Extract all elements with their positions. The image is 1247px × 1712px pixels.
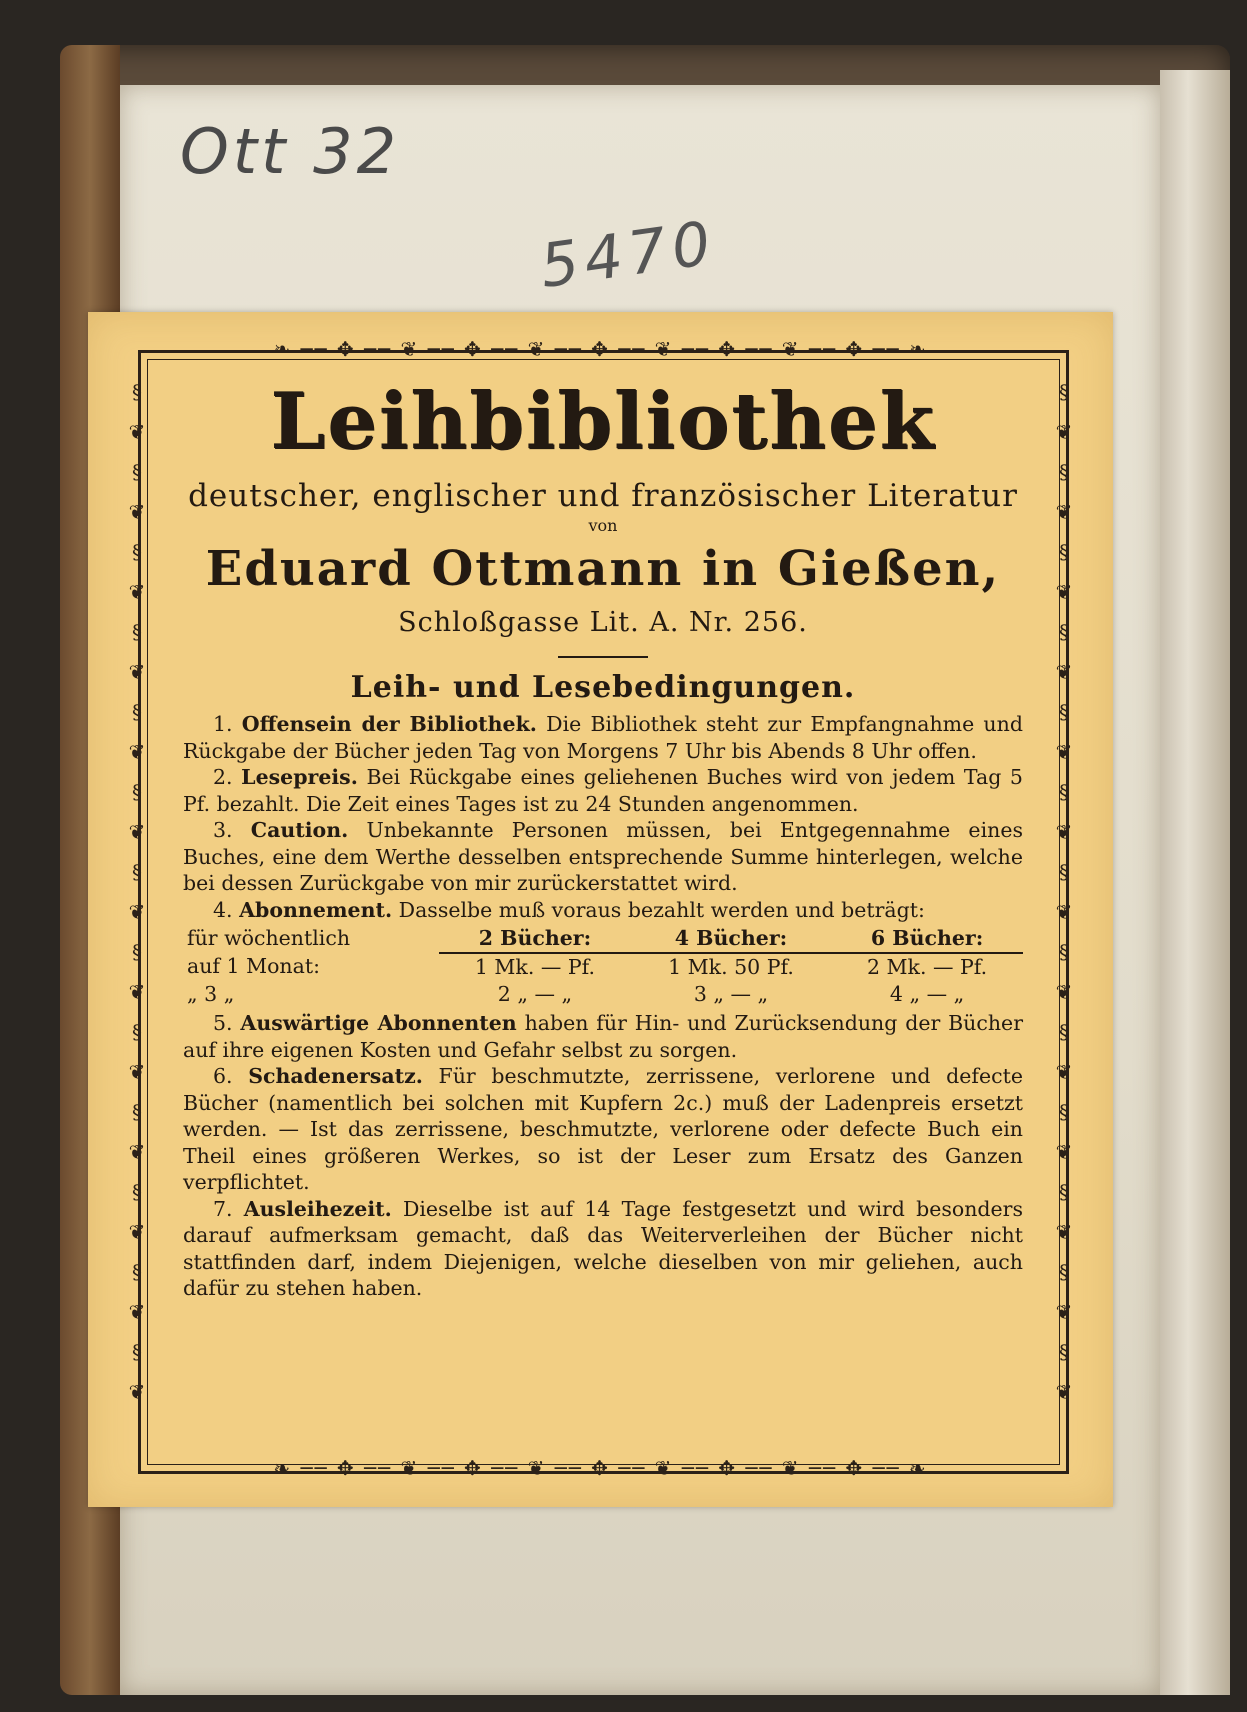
handwritten-number: 5470 <box>535 208 721 302</box>
rule-2: 2. Lesepreis. Bei Rückgabe eines geliehenen Buches wird von jedem Tag 5 Pf. bezahlt. Die Zeit eines Tages ist zu 24 Stunden angenommen. <box>183 765 1023 816</box>
table-cell: 2 „ — „ <box>497 982 573 1006</box>
conditions-heading: Leih- und Lesebedingungen. <box>350 670 856 705</box>
label-owner: Eduard Ottmann in Gießen, <box>205 541 1001 597</box>
handwritten-shelfmark: Ott 32 <box>180 115 401 188</box>
ornament-border-top: ❧ ── ✥ ── ❦ ── ✥ ── ❦ ── ✥ ── ❦ ── ✥ ── ❦ ── ✥ ── ❧ <box>273 338 928 360</box>
label-subtitle: deutscher, englischer und französischer Literatur <box>188 478 1018 514</box>
ornament-border-bottom: ❧ ── ✥ ── ❦ ── ✥ ── ❦ ── ✥ ── ❦ ── ✥ ── ❦ ── ✥ ── ❧ <box>273 1457 928 1479</box>
table-row <box>183 953 1023 981</box>
rule-4: 4. Abonnement. Dasselbe muß voraus bezahlt werden und beträgt: <box>213 897 925 922</box>
rule-6: 6. Schadenersatz. Für beschmutzte, zerrissene, verlorene und defecte Bücher (namentlich bei solchen mit Kupfern 2c.) muß der Ladenpreis ersetzt werden. — Ist das zerrissene, beschmutzte, verlorene oder defecte Buch ein Theil eines größeren Werkes, so ist der Leser zum Ersatz des Ganzen verpflichtet. <box>183 1064 1023 1194</box>
library-label <box>88 312 1113 1507</box>
rule-1: 1. Offensein der Bibliothek. Die Bibliothek steht zur Empfangnahme und Rückgabe der Bücher jeden Tag von Morgens 7 Uhr bis Abends 8 Uhr offen. <box>183 712 1023 763</box>
divider <box>558 656 648 658</box>
page-gutter <box>1160 70 1230 1695</box>
ornament-border-right: § ❦ § ❦ § ❦ § ❦ § ❦ § ❦ § ❦ § ❦ § ❦ § ❦ § ❦ § ❦ § ❦ <box>1055 380 1073 1404</box>
rule-3: 3. Caution. Unbekannte Personen müssen, bei Entgegennahme eines Buches, eine dem Werthe desselben entsprechende Summe hinterlegen, welche bei dessen Zurückgabe von mir zurückerstattet wird. <box>183 818 1023 895</box>
table-header: 2 Bücher: <box>439 925 631 953</box>
label-content <box>183 372 1023 1302</box>
table-cell: 3 „ — „ <box>693 982 769 1006</box>
table-header: 6 Bücher: <box>831 925 1023 953</box>
table-cell: 4 „ — „ <box>889 982 965 1006</box>
rule-5: 5. Auswärtige Abonnenten haben für Hin- und Zurücksendung der Bücher auf ihre eigenen Kosten und Gefahr selbst zu sorgen. <box>183 1011 1023 1062</box>
abonnement-table <box>183 925 1023 1008</box>
table-cell: 2 Mk. — Pf. <box>866 955 988 979</box>
table-cell: 1 Mk. 50 Pf. <box>668 955 794 979</box>
table-cell: auf 1 Monat: <box>187 954 320 978</box>
table-header: 4 Bücher: <box>631 925 831 953</box>
table-cell: „ 3 „ <box>187 982 235 1006</box>
table-row <box>183 981 1023 1008</box>
label-title: Leihbibliothek <box>270 376 936 467</box>
label-von: von <box>588 516 618 535</box>
rule-7: 7. Ausleihezeit. Dieselbe ist auf 14 Tage festgesetzt und wird besonders darauf aufmerksam gemacht, daß das Weiterverleihen der Bücher nicht stattfinden darf, indem Diejenigen, welche dieselben von mir geliehen, auch dafür zu stehen haben. <box>183 1196 1023 1300</box>
table-row-label: für wöchentlich <box>187 926 351 950</box>
label-address: Schloßgasse Lit. A. Nr. 256. <box>398 607 808 638</box>
table-cell: 1 Mk. — Pf. <box>474 955 596 979</box>
ornament-border-left: § ❦ § ❦ § ❦ § ❦ § ❦ § ❦ § ❦ § ❦ § ❦ § ❦ § ❦ § ❦ § ❦ <box>128 380 146 1404</box>
